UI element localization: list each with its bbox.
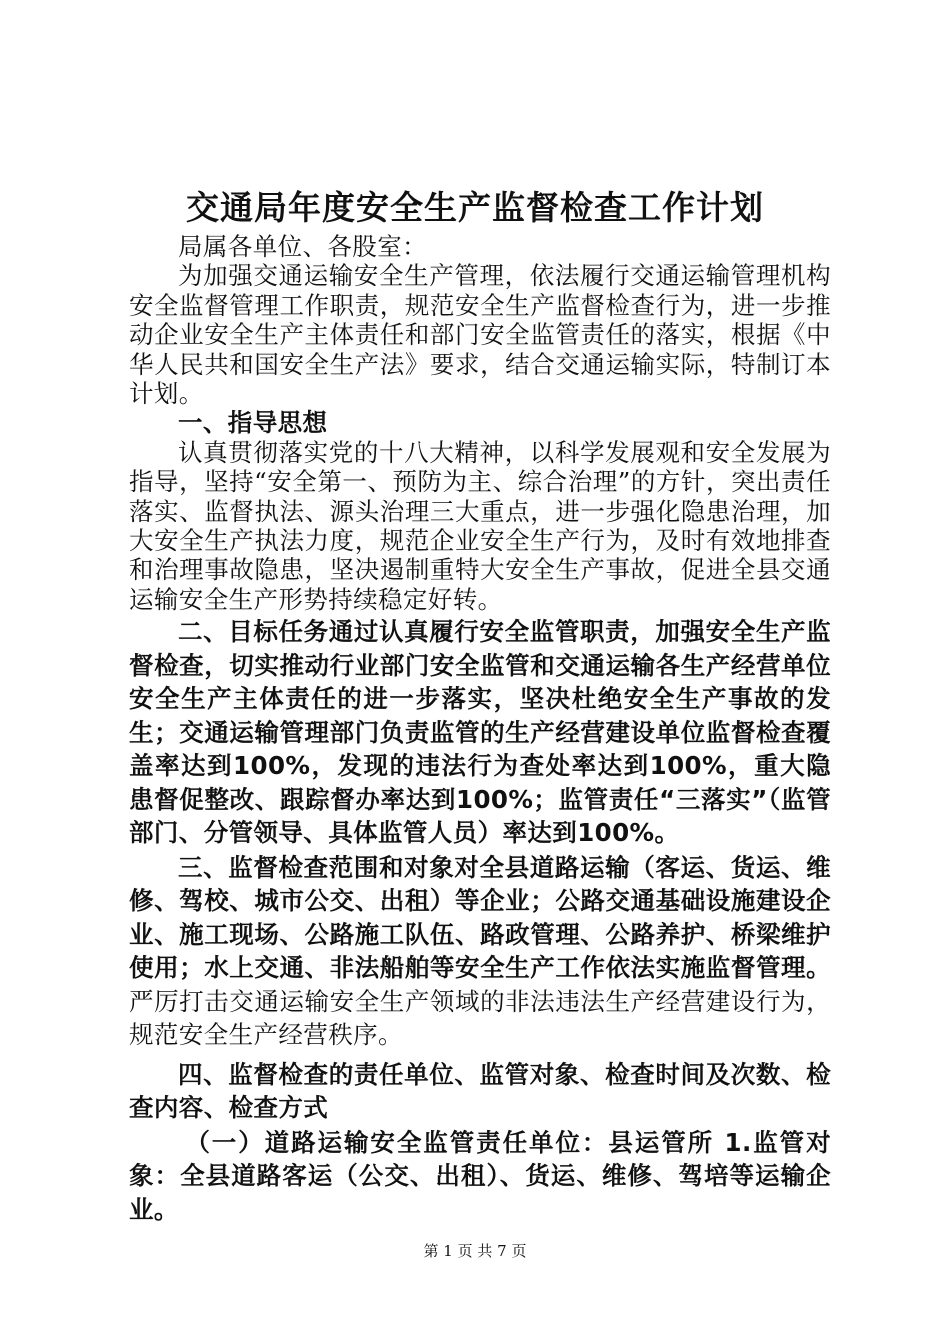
section-3-plain-text: 严厉打击交通运输安全生产领域的非法违法生产经营建设行为，规范安全生产经营秩序。 bbox=[129, 986, 831, 1050]
section-1-paragraph: 认真贯彻落实党的十八大精神，以科学发展观和安全发展为指导，坚持“安全第一、预防为主、综合治理”的方针，突出责任落实、监督执法、源头治理三大重点，进一步强化隐患治理，加大安全生产执法力度，规范企业安全生产行为，及时有效地排查和治理事故隐患，坚决遏制重特大安全生产事故，促进全县交通运输安全生产形势持续稳定好转。 bbox=[129, 437, 831, 614]
document-body bbox=[129, 232, 831, 1226]
document-title: 交通局年度安全生产监督检查工作计划 bbox=[186, 188, 764, 227]
subsection-1-paragraph: （一）道路运输安全监管责任单位：县运管所 1.监管对象：全县道路客运（公交、出租）、货运、维修、驾培等运输企业。 bbox=[129, 1127, 831, 1224]
section-3-bold-text: 三、监督检查范围和对象对全县道路运输（客运、货运、维修、驾校、城市公交、出租）等企业；公路交通基础设施建设企业、施工现场、公路施工队伍、路政管理、公路养护、桥梁维护使用；水上交通、非法船舶等安全生产工作依法实施监督管理。 bbox=[129, 852, 831, 983]
section-2-paragraph: 二、目标任务通过认真履行安全监管职责，加强安全生产监督检查，切实推动行业部门安全监管和交通运输各生产经营单位安全生产主体责任的进一步落实，坚决杜绝安全生产事故的发生；交通运输管理部门负责监管的生产经营建设单位监督检查覆盖率达到100%，发现的违法行为查处率达到100%，重大隐患督促整改、跟踪督办率达到100%；监管责任“三落实”（监管部门、分管领导、具体监管人员）率达到100%。 bbox=[129, 617, 831, 848]
page-indicator: 第 1 页 共 7 页 bbox=[423, 1242, 527, 1260]
section-3-paragraph bbox=[129, 851, 831, 1052]
intro-paragraph: 为加强交通运输安全生产管理，依法履行交通运输管理机构安全监督管理工作职责，规范安全生产监督检查行为，进一步推动企业安全生产主体责任和部门安全监管责任的落实，根据《中华人民共和国安全生产法》要求，结合交通运输实际，特制订本计划。 bbox=[129, 261, 831, 409]
salutation: 局属各单位、各股室： bbox=[178, 232, 427, 261]
section-4-paragraph: 四、监督检查的责任单位、监管对象、检查时间及次数、检查内容、检查方式 bbox=[129, 1059, 831, 1123]
section-1-heading: 一、指导思想 bbox=[178, 408, 328, 438]
